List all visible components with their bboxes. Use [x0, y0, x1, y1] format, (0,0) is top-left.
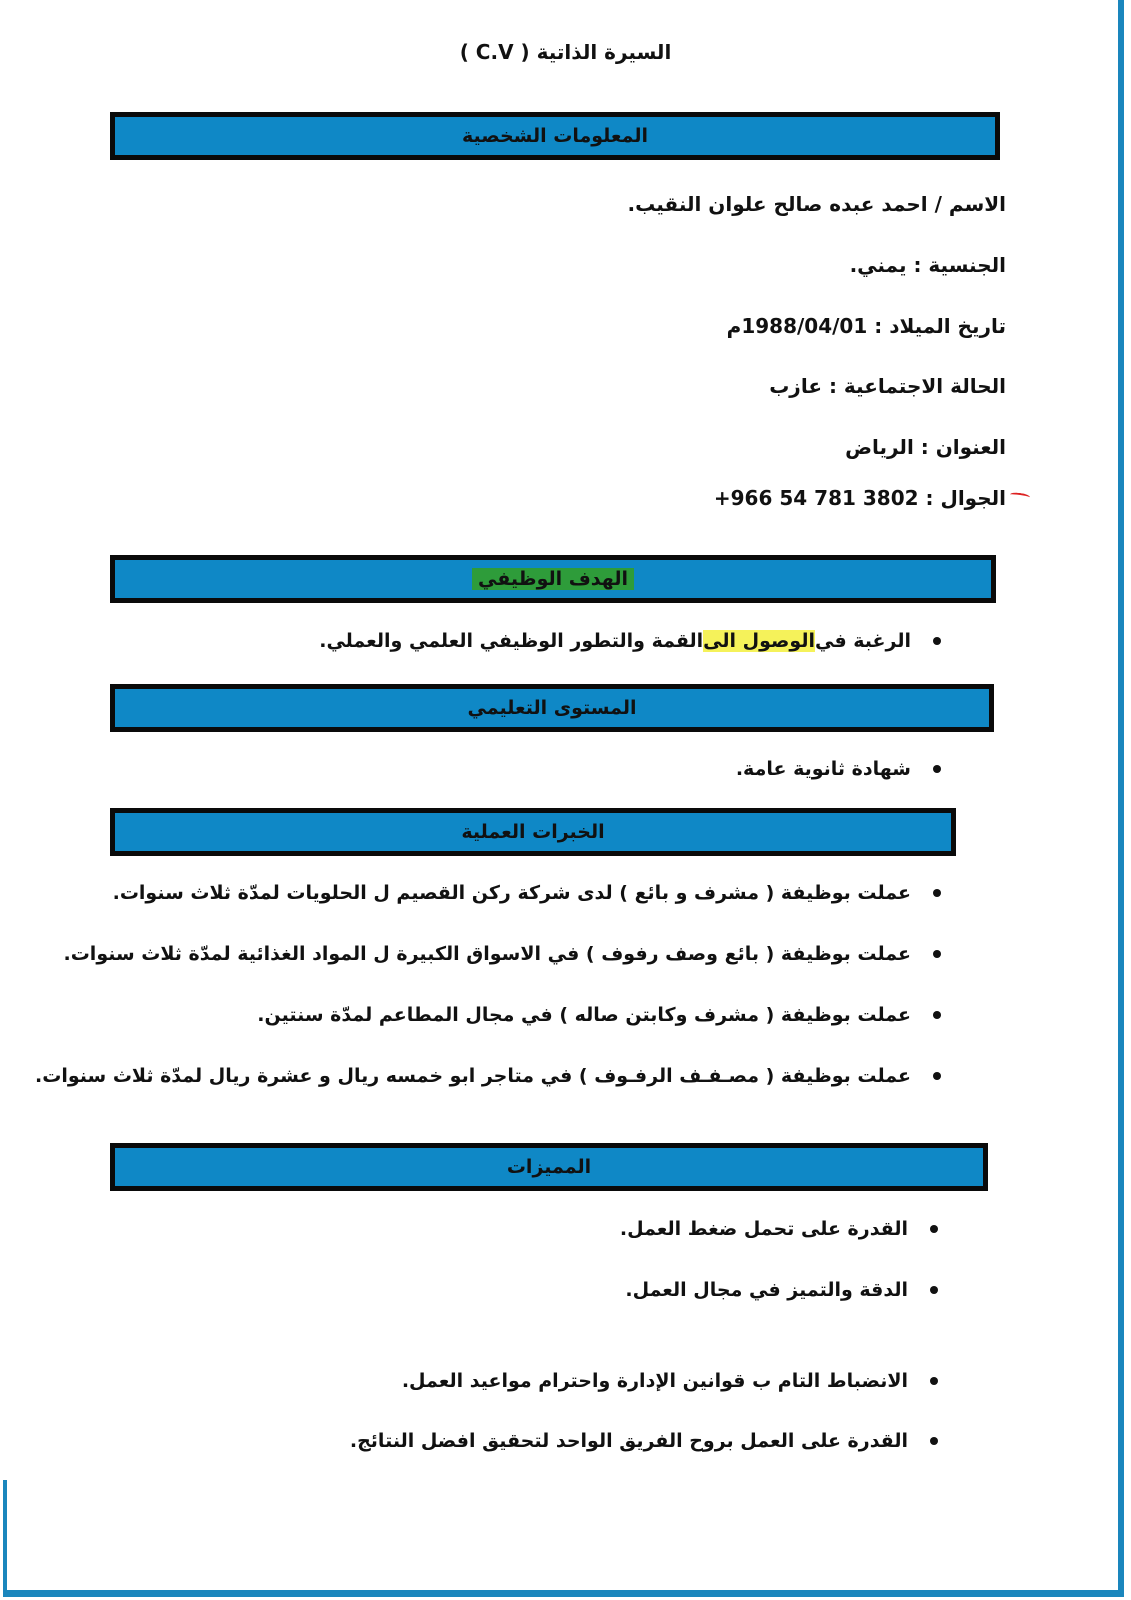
experience-item-text: عملت بوظيفة ( بائع وصف رفوف ) في الاسواق الكبيرة ل المواد الغذائية لمدّة ثلاث سنوات.	[63, 943, 911, 965]
skill-item-text: القدرة على العمل بروح الفريق الواحد لتحقيق افضل النتائج.	[349, 1430, 908, 1452]
experience-item-text: عملت بوظيفة ( مشرف و بائع ) لدى شركة ركن القصيم ل الحلويات لمدّة ثلاث سنوات.	[112, 882, 911, 904]
skill-item-text: الدقة والتميز في مجال العمل.	[625, 1279, 908, 1301]
info-marital-status: الحالة الاجتماعية : عازب	[769, 374, 1006, 398]
section-education-title: المستوى التعليمي	[467, 697, 637, 719]
skill-item	[620, 1218, 938, 1240]
experience-item-text: عملت بوظيفة ( مشرف وكابتن صاله ) في مجال المطاعم لمدّة سنتين.	[257, 1004, 911, 1026]
bullet-icon	[933, 1072, 941, 1080]
skill-item	[625, 1279, 938, 1301]
document-title: السيرة الذاتية ( C.V )	[459, 40, 672, 64]
skill-item	[350, 1430, 938, 1452]
info-mobile: الجوال : 3802 781 54 966+	[713, 486, 1006, 510]
objective-text-highlight: الوصول الى	[703, 630, 815, 652]
bullet-icon	[930, 1437, 938, 1445]
education-item	[736, 758, 941, 780]
objective-item	[319, 630, 941, 652]
experience-item	[257, 1004, 941, 1026]
info-name: الاسم / احمد عبده صالح علوان النقيب.	[627, 192, 1006, 216]
info-address: العنوان : الرياض	[845, 435, 1006, 459]
bullet-icon	[933, 765, 941, 773]
bullet-icon	[933, 637, 941, 645]
red-pen-mark	[1010, 492, 1031, 501]
skill-item-text: القدرة على تحمل ضغط العمل.	[619, 1218, 908, 1240]
section-objective-title: الهدف الوظيفي	[472, 568, 634, 590]
section-personal-info-bar	[110, 112, 1000, 160]
skill-item-text: الانضباط التام ب قوانين الإدارة واحترام مواعيد العمل.	[401, 1370, 908, 1392]
section-education-bar	[110, 684, 994, 732]
page-border-bottom	[3, 1590, 1124, 1597]
objective-text-before: الرغبة في	[814, 630, 911, 652]
section-skills-bar	[110, 1143, 988, 1191]
section-experience-bar	[110, 808, 956, 856]
skill-item	[402, 1370, 938, 1392]
bullet-icon	[930, 1286, 938, 1294]
education-item-text: شهادة ثانوية عامة.	[735, 758, 911, 780]
section-objective-bar	[110, 555, 996, 603]
section-skills-title: المميزات	[506, 1156, 592, 1178]
info-birth-date: تاريخ الميلاد : 1988/04/01م	[726, 314, 1006, 338]
bullet-icon	[930, 1377, 938, 1385]
bullet-icon	[930, 1225, 938, 1233]
experience-item	[64, 943, 942, 965]
bullet-icon	[933, 1011, 941, 1019]
page-border-right	[1118, 0, 1124, 1596]
bullet-icon	[933, 950, 941, 958]
bullet-icon	[933, 889, 941, 897]
section-experience-title: الخبرات العملية	[461, 821, 605, 843]
section-personal-info-title: المعلومات الشخصية	[461, 125, 649, 147]
info-nationality: الجنسية : يمني.	[849, 253, 1006, 277]
experience-item-text: عملت بوظيفة ( مصـفـف الرفـوف ) في متاجر ابو خمسه ريال و عشرة ريال لمدّة ثلاث سنوات.	[35, 1065, 911, 1087]
experience-item	[35, 1065, 941, 1087]
page-border-left	[3, 1480, 7, 1596]
objective-text-after: القمة والتطور الوظيفي العلمي والعملي.	[319, 630, 704, 652]
experience-item	[113, 882, 941, 904]
